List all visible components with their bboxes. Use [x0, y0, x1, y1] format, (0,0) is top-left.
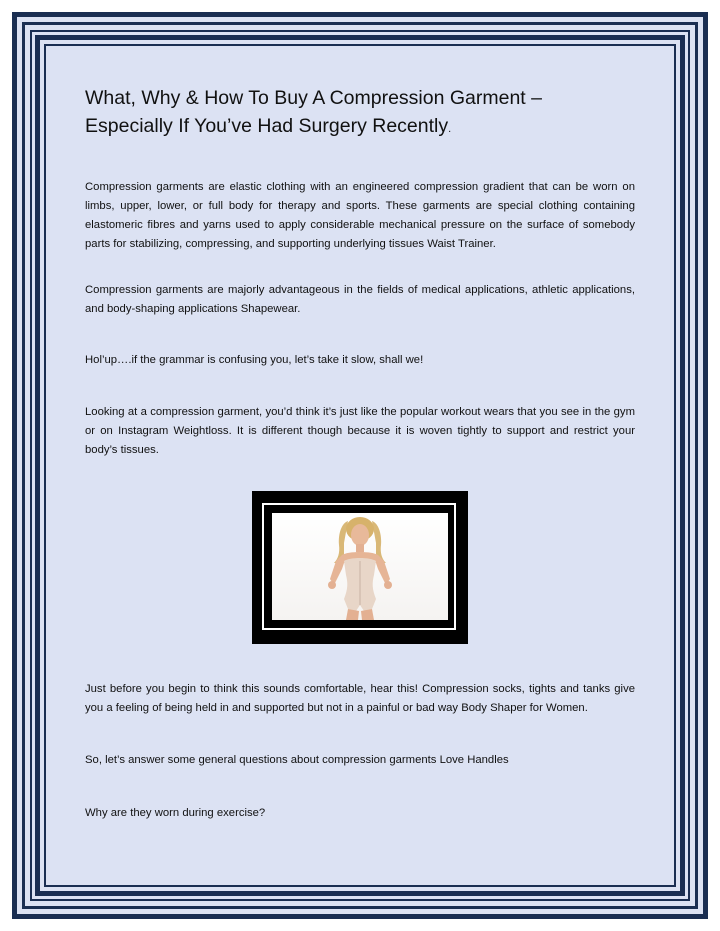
garment-photo-frame — [252, 491, 468, 644]
document-body — [85, 84, 635, 819]
paragraph-4: Looking at a compression garment, you’d think it’s just like the popular workout wears that you see in the gym or on Instagram Weightloss. It is different though because it is woven tightly to support and restrict your body’s tissues. — [85, 406, 635, 456]
document-title — [85, 84, 635, 143]
document-title-text: What, Why & How To Buy A Compression Garment – Especially If You’ve Had Surgery Recently — [85, 87, 542, 137]
document-title-dot: . — [448, 123, 452, 135]
woman-in-shapewear-illustration — [272, 513, 448, 620]
paragraph-2: Compression garments are majorly advantageous in the fields of medical applications, athletic applications, and body-shaping applications Shapewear. — [85, 284, 635, 315]
paragraph-3: Hol’up….if the grammar is confusing you, let’s take it slow, shall we! — [85, 354, 424, 366]
paragraph-1: Compression garments are elastic clothing with an engineered compression gradient that can be worn on limbs, upper, lower, or full body for therapy and sports. These garments are special clothing containing elastomeric fibres and yarns used to apply considerable mechanical pressure on the surface of somebody parts for stabilizing, compressing, and supporting underlying tissues Waist Trainer. — [85, 181, 635, 250]
paragraph-7: Why are they worn during exercise? — [85, 807, 266, 819]
garment-photo — [272, 513, 448, 620]
paragraph-6: So, let’s answer some general questions about compression garments Love Handles — [85, 754, 509, 766]
paragraph-5: Just before you begin to think this sounds comfortable, hear this! Compression socks, tights and tanks give you a feeling of being held in and supported but not in a painful or bad way Body Shaper for Women. — [85, 683, 635, 714]
